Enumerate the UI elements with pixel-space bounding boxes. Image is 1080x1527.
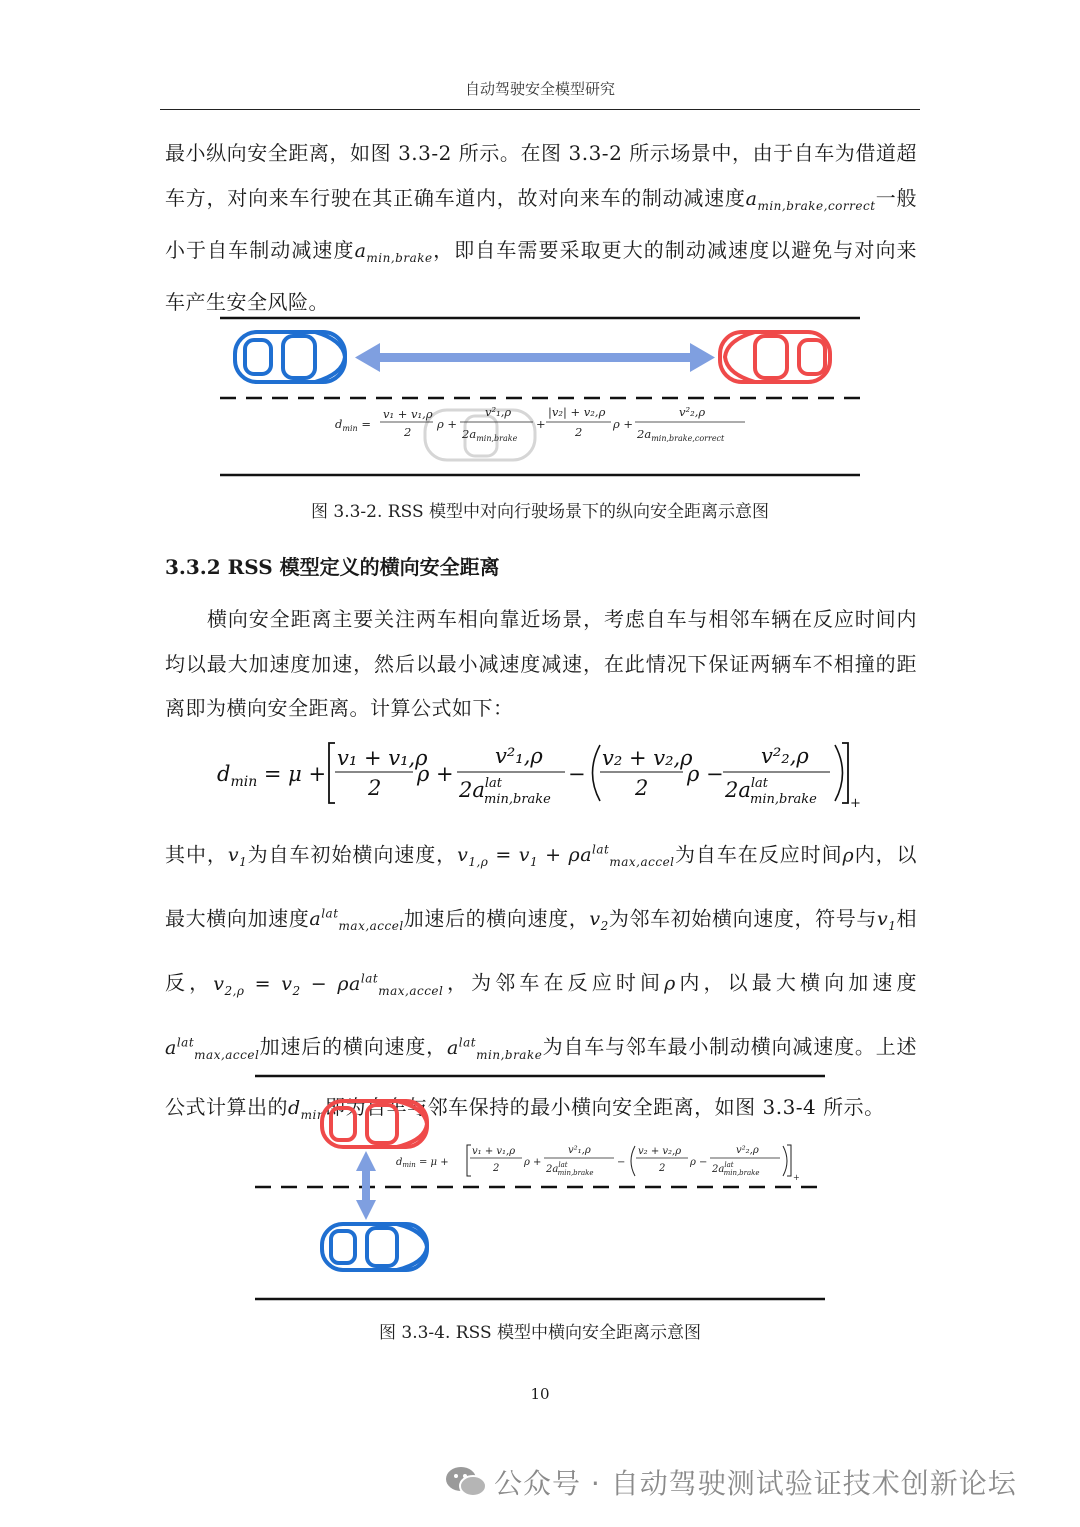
para1-text2: 一般小于自车制动减速度 [165,185,918,262]
paragraph-longitudinal [165,131,917,325]
watermark-text: 公众号 · 自动驾驶测试验证技术创新论坛 [494,1467,1017,1500]
paragraph-lateral-definitions: 其中，$v_1$为自车初始横向速度，$v_{1,\rho} = v_1 + \rho a^{lat}_{max,accel}$为自车在反应时间ρ内，以最大横向加速度$a^{lat}_{max,accel}$加速后的横向速度，$v_2$为邻车初始横向速度，符号与$v_1$相反，$v_{2,\rho} = v_2 - \rho a^{lat}_{max,accel}$，为邻车在反应时间ρ内，以最大横向加速度$a^{lat}_{max,accel}$加速后的横向速度，$a^{lat}_{min,brake}$为自车与邻车最小制动横向减速度。上述公式计算出的$d_{min}$即为自车与邻车保持的最小横向安全距离，如图 3.3-4 所示。 [165,842,918,1122]
svg-text:v₁ + v₁,ρ: v₁ + v₁,ρ [337,746,428,770]
car-ego-blue-icon [322,1224,427,1270]
svg-text:2alatmin,brake: $2a^{lat}$ min,brake [712,1161,760,1177]
svg-text:v²₁,ρ: v²₁,ρ [495,744,543,768]
svg-text:2alatmin,brake: $2a^{lat}$ min,brake [459,776,551,807]
svg-text:v²₁,ρ: v²₁,ρ [485,405,512,419]
svg-text:ρ −: ρ − [690,1157,708,1168]
svg-text:+: + [793,1173,800,1182]
svg-text:v₁ + v₁,ρ: v₁ + v₁,ρ [383,407,433,421]
svg-text:ρ −: ρ − [687,762,724,786]
svg-text:2: 2 [368,776,382,800]
lateral-formula-small [396,1145,800,1182]
car-ego-blue-icon [235,332,345,382]
svg-text:2: 2 [659,1163,666,1174]
distance-arrow-icon [355,343,715,372]
svg-text:v²₂,ρ: v²₂,ρ [679,405,706,419]
svg-text:ρ +: ρ + [524,1157,542,1168]
svg-text:2amin,brake: $2a_{min,brake}$ [462,427,518,443]
paragraph-lateral-intro: 横向安全距离主要关注两车相向靠近场景，考虑自车与相邻车辆在反应时间内均以最大加速度加速，然后以最小减速度减速，在此情况下保证两辆车不相撞的距离即为横向安全距离。计算公式如下： [165,607,917,720]
svg-text:v²₁,ρ: v²₁,ρ [568,1145,591,1156]
lateral-distance-arrow-icon [356,1151,376,1220]
figure2-caption: 图 3.3-4. RSS 模型中横向安全距离示意图 [378,1323,701,1343]
car-oncoming-red-icon [720,332,830,382]
figure-longitudinal-diagram [215,310,865,485]
svg-text:ρ +: ρ + [613,417,634,431]
math-a-min-brake: $a_{min,brake}$ [354,239,433,265]
svg-text:2alatmin,brake: $2a^{lat}$ min,brake [725,776,817,807]
wechat-icon [444,1464,488,1504]
car-neighbor-red-icon [322,1101,427,1147]
para1-text3: ，即自车需要采取更大的制动减速度以避免与对向来车产生安全风险。 [165,237,918,315]
svg-text:ρ +: ρ + [417,762,454,786]
math-a-min-brake-correct: $a_{min,brake,correct}$ [745,187,876,213]
lateral-distance-equation [215,735,915,810]
svg-text:2: 2 [635,776,649,800]
svg-text:2: 2 [575,425,583,439]
svg-text:+: + [536,417,546,431]
svg-text:|v₂| + v₂,ρ: |v₂| + v₂,ρ [548,405,606,419]
running-header: 自动驾驶安全模型研究 [464,80,615,98]
svg-text:2: 2 [493,1163,500,1174]
svg-text:dmin = μ +: $d_{min} = \mu$ + [396,1157,449,1169]
longitudinal-formula [335,405,745,443]
svg-text:+: + [850,796,861,810]
svg-text:−: − [568,762,586,786]
svg-text:ρ +: ρ + [437,417,458,431]
svg-text:v²₂,ρ: v²₂,ρ [761,744,809,768]
figure1-caption: 图 3.3-2. RSS 模型中对向行驶场景下的纵向安全距离示意图 [310,502,769,522]
page-number: 10 [530,1385,550,1403]
svg-text:v₂ + v₂,ρ: v₂ + v₂,ρ [638,1146,682,1157]
svg-text:v₂ + v₂,ρ: v₂ + v₂,ρ [602,746,693,770]
svg-text:2: 2 [404,425,412,439]
figure-lateral-diagram [250,1068,830,1308]
svg-text:dmin =: $d_{min}$ = [335,417,371,433]
svg-text:dmin = μ +: $d_{min} = \mu$ + [217,762,327,790]
svg-text:2alatmin,brake: $2a^{lat}$ min,brake [546,1161,594,1177]
svg-text:−: − [617,1157,626,1168]
para1-text1: 最小纵向安全距离，如图 3.3-2 所示。在图 3.3-2 所示场景中，由于自车为借道超车方，对向来车行驶在其正确车道内，故对向来车的制动减速度 [165,141,917,210]
svg-text:v₁ + v₁,ρ: v₁ + v₁,ρ [472,1146,516,1157]
svg-text:v²₂,ρ: v²₂,ρ [736,1145,759,1156]
svg-text:2amin,brake,correct: $2a_{min,brake,correct}$ [637,427,725,443]
section-heading: 3.3.2 RSS 模型定义的横向安全距离 [165,555,500,579]
header-rule [160,109,920,110]
